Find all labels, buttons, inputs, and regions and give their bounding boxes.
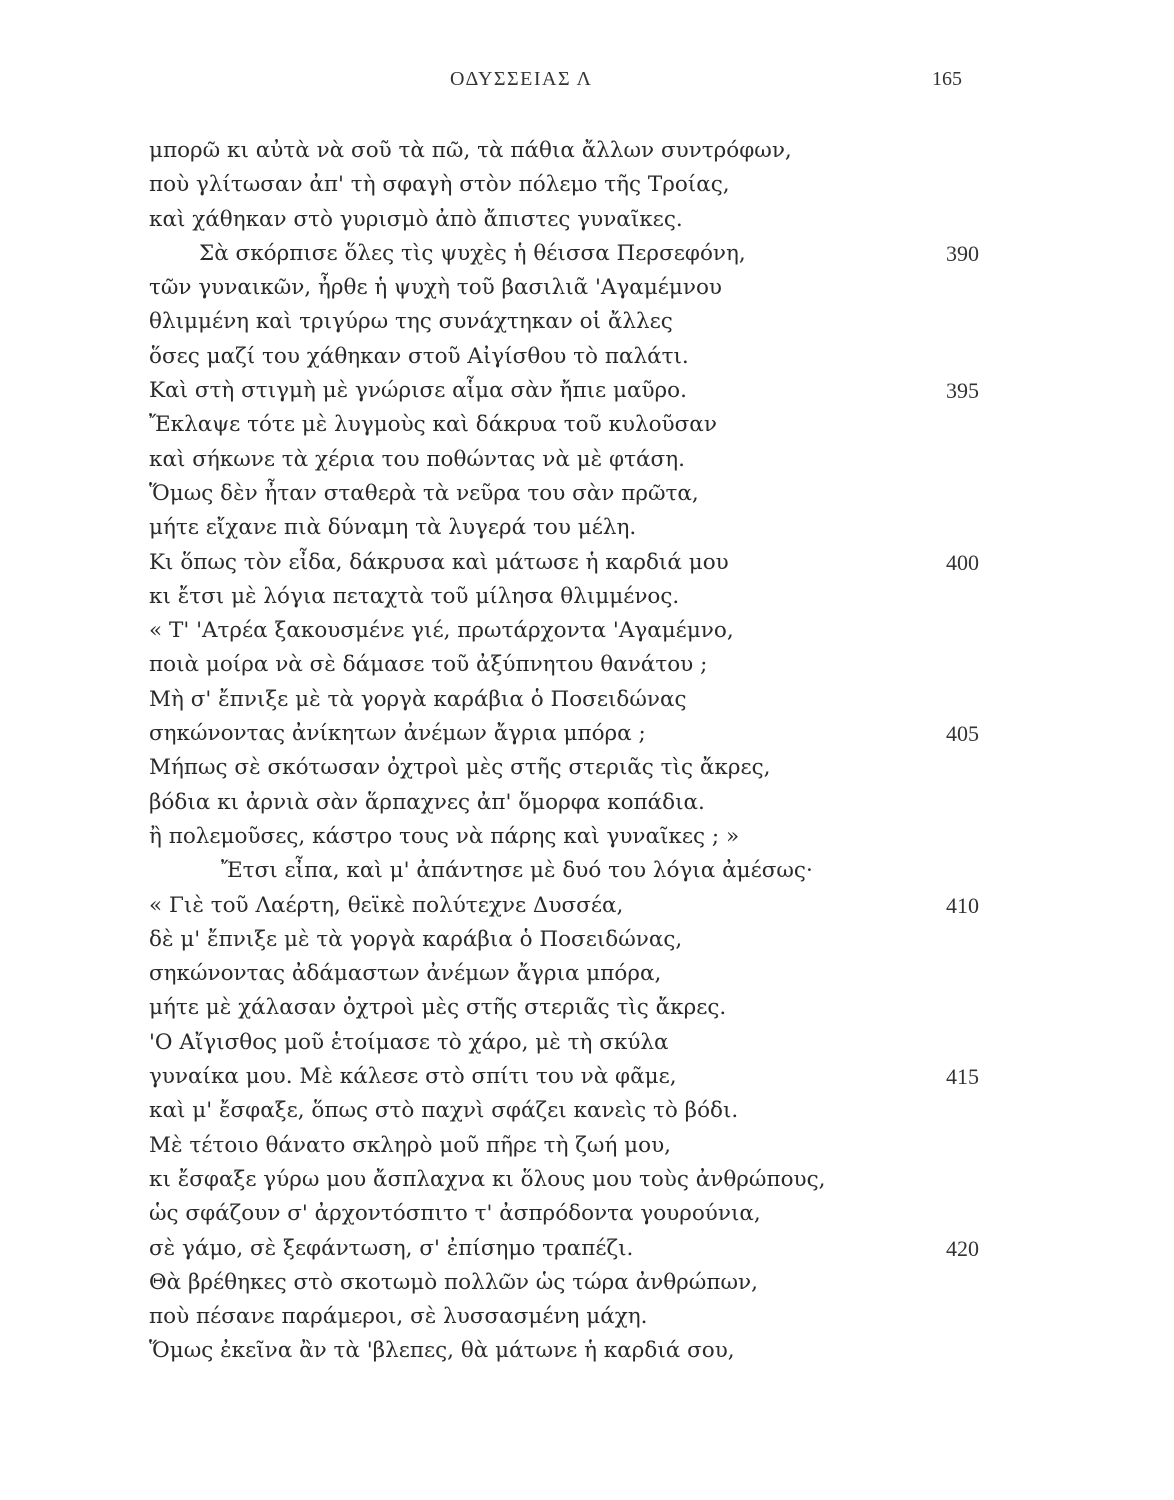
verse-text: Ὅμως ἐκεῖνα ἂν τὰ 'βλεπες, θὰ μάτωνε ἡ καρδιά σου, xyxy=(149,1338,735,1364)
verse-text: σηκώνοντας ἀνίκητων ἀνέμων ἄγρια μπόρα ; xyxy=(149,721,646,747)
verse-text: Θὰ βρέθηκες στὸ σκοτωμὸ πολλῶν ὡς τώρα ἀνθρώπων, xyxy=(149,1269,758,1295)
verse-line-22 xyxy=(149,854,979,888)
verse-text: 'Ο Αἴγισθος μοῦ ἑτοίμασε τὸ χάρο, μὲ τὴ σκύλα xyxy=(149,1029,669,1055)
verse-text: μήτε εἴχανε πιὰ δύναμη τὰ λυγερά του μέλη. xyxy=(149,515,637,541)
line-number: 420 xyxy=(946,1235,979,1261)
verse-line-21 xyxy=(149,820,979,854)
verse-line-31 xyxy=(149,1163,979,1197)
verse-line-11 xyxy=(149,477,979,511)
verse-text: θλιμμένη καὶ τριγύρω της συνάχτηκαν οἱ ἄλλες xyxy=(149,309,673,335)
verse-line-33 xyxy=(149,1232,979,1266)
verse-text: Σὰ σκόρπισε ὅλες τὶς ψυχὲς ἡ θέισσα Περσεφόνη, xyxy=(199,240,746,266)
verse-line-16 xyxy=(149,648,979,682)
verse-line-14 xyxy=(149,580,979,614)
line-number: 410 xyxy=(946,892,979,918)
verse-line-23 xyxy=(149,889,979,923)
verse-line-19 xyxy=(149,751,979,785)
verse-text: ὡς σφάζουν σ' ἀρχοντόσπιτο τ' ἀσπρόδοντα γουρούνια, xyxy=(149,1201,761,1227)
verse-text: μήτε μὲ χάλασαν ὀχτροὶ μὲς στῆς στεριᾶς τὶς ἄκρες. xyxy=(149,995,727,1021)
verse-line-28 xyxy=(149,1060,979,1094)
verse-text: « Τ' 'Ατρέα ξακουσμένε γιέ, πρωτάρχοντα 'Αγαμέμνο, xyxy=(149,618,734,644)
verse-line-5 xyxy=(149,271,979,305)
verse-text: σηκώνοντας ἀδάμαστων ἀνέμων ἄγρια μπόρα, xyxy=(149,961,662,987)
verse-text: καὶ σήκωνε τὰ χέρια του ποθώντας νὰ μὲ φτάση. xyxy=(149,446,685,472)
verse-line-4 xyxy=(149,237,979,271)
verse-text: τῶν γυναικῶν, ἦρθε ἡ ψυχὴ τοῦ βασιλιᾶ 'Αγαμέμνου xyxy=(149,275,722,301)
verse-line-25 xyxy=(149,957,979,991)
line-number: 390 xyxy=(946,240,979,266)
page-number: 165 xyxy=(932,68,962,90)
verse-line-30 xyxy=(149,1129,979,1163)
verse-text: Καὶ στὴ στιγμὴ μὲ γνώρισε αἷμα σὰν ἤπιε μαῦρο. xyxy=(149,378,687,404)
verse-line-8 xyxy=(149,374,979,408)
verse-line-13 xyxy=(149,546,979,580)
verse-text: ὅσες μαζί του χάθηκαν στοῦ Αἰγίσθου τὸ παλάτι. xyxy=(149,343,689,369)
verse-line-32 xyxy=(149,1197,979,1231)
verse-text: Μὲ τέτοιο θάνατο σκληρὸ μοῦ πῆρε τὴ ζωή μου, xyxy=(149,1132,672,1158)
verse-text: Κι ὅπως τὸν εἶδα, δάκρυσα καὶ μάτωσε ἡ καρδιά μου xyxy=(149,549,729,575)
verse-line-6 xyxy=(149,305,979,339)
verse-line-10 xyxy=(149,443,979,477)
verse-text: ποὺ γλίτωσαν ἀπ' τὴ σφαγὴ στὸν πόλεμο τῆς Τροίας, xyxy=(149,172,730,198)
line-number: 395 xyxy=(946,378,979,404)
verse-text: Μήπως σὲ σκότωσαν ὀχτροὶ μὲς στῆς στεριᾶς τὶς ἄκρες, xyxy=(149,755,771,781)
running-head xyxy=(0,68,1174,98)
line-number: 405 xyxy=(946,721,979,747)
verse-line-12 xyxy=(149,511,979,545)
verse-text: κι ἔσφαξε γύρω μου ἄσπλαχνα κι ὅλους μου τοὺς ἀνθρώπους, xyxy=(149,1166,826,1192)
verse-text: Ἔκλαψε τότε μὲ λυγμοὺς καὶ δάκρυα τοῦ κυλοῦσαν xyxy=(149,412,717,438)
verse-text: ποὺ πέσανε παράμεροι, σὲ λυσσασμένη μάχη. xyxy=(149,1304,648,1330)
verse-line-7 xyxy=(149,340,979,374)
verse-line-20 xyxy=(149,786,979,820)
verse-line-15 xyxy=(149,614,979,648)
verse-line-27 xyxy=(149,1026,979,1060)
poem-text xyxy=(149,134,979,1369)
verse-line-35 xyxy=(149,1300,979,1334)
verse-text: καὶ μ' ἔσφαξε, ὅπως στὸ παχνὶ σφάζει κανεὶς τὸ βόδι. xyxy=(149,1098,739,1124)
verse-line-34 xyxy=(149,1266,979,1300)
verse-text: κι ἔτσι μὲ λόγια πεταχτὰ τοῦ μίλησα θλιμμένος. xyxy=(149,583,680,609)
verse-line-2 xyxy=(149,168,979,202)
verse-text: γυναίκα μου. Μὲ κάλεσε στὸ σπίτι του νὰ φᾶμε, xyxy=(149,1064,677,1090)
verse-text: καὶ χάθηκαν στὸ γυρισμὸ ἀπὸ ἄπιστες γυναῖκες. xyxy=(149,206,683,232)
line-number: 415 xyxy=(946,1064,979,1090)
verse-text: σὲ γάμο, σὲ ξεφάντωση, σ' ἐπίσημο τραπέζι. xyxy=(149,1235,634,1261)
verse-line-26 xyxy=(149,991,979,1025)
verse-text: « Γιὲ τοῦ Λαέρτη, θεϊκὲ πολύτεχνε Δυσσέα, xyxy=(149,892,624,918)
verse-line-18 xyxy=(149,717,979,751)
verse-text: ποιὰ μοίρα νὰ σὲ δάμασε τοῦ ἀξύπνητου θανάτου ; xyxy=(149,652,708,678)
verse-text: δὲ μ' ἔπνιξε μὲ τὰ γοργὰ καράβια ὁ Ποσειδώνας, xyxy=(149,926,683,952)
verse-line-3 xyxy=(149,203,979,237)
verse-line-24 xyxy=(149,923,979,957)
verse-line-1 xyxy=(149,134,979,168)
verse-text: ἢ πολεμοῦσες, κάστρο τους νὰ πάρης καὶ γυναῖκες ; » xyxy=(149,823,740,849)
verse-text: μπορῶ κι αὐτὰ νὰ σοῦ τὰ πῶ, τὰ πάθια ἄλλων συντρόφων, xyxy=(149,138,792,163)
verse-text: Ἔτσι εἶπα, καὶ μ' ἀπάντησε μὲ δυό του λόγια ἀμέσως· xyxy=(221,858,813,884)
verse-line-29 xyxy=(149,1094,979,1128)
verse-text: βόδια κι ἀρνιὰ σὰν ἅρπαχνες ἀπ' ὅμορφα κοπάδια. xyxy=(149,789,705,815)
verse-line-9 xyxy=(149,408,979,442)
verse-line-36 xyxy=(149,1334,979,1368)
verse-text: Ὅμως δὲν ἦταν σταθερὰ τὰ νεῦρα του σὰν πρῶτα, xyxy=(149,480,699,506)
line-number: 400 xyxy=(946,549,979,575)
verse-line-17 xyxy=(149,683,979,717)
running-title: ΟΔΥΣΣΕΙΑΣ Λ xyxy=(450,68,593,90)
verse-text: Μὴ σ' ἔπνιξε μὲ τὰ γοργὰ καράβια ὁ Ποσειδώνας xyxy=(149,686,687,712)
